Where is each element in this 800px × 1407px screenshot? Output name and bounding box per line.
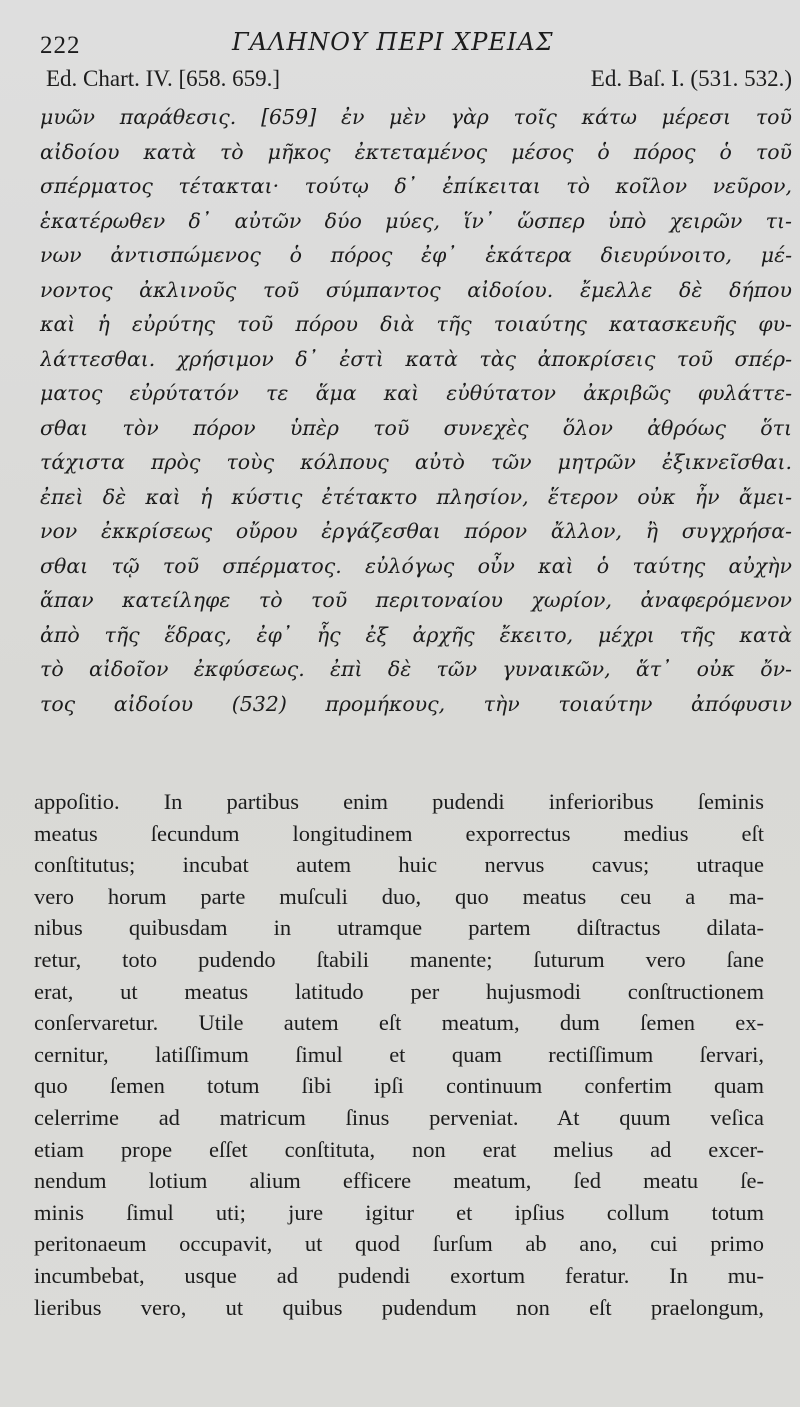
greek-line: τάχιστα πρὸς τοὺς κόλπους αὐτὸ τῶν μητρῶν ἐξικνεῖσθαι. [40, 450, 792, 474]
greek-line: λάττεσθαι. χρήσιμον δ᾽ ἐστὶ κατὰ τὰς ἀποκρίσεις τοῦ σπέρ- [40, 346, 792, 371]
latin-line: vero horum parte muſculi duo, quo meatus ceu a ma- [34, 883, 764, 909]
greek-line: μυῶν παράθεσις. [659] ἐν μὲν γὰρ τοῖς κάτω μέρεσι τοῦ [40, 105, 792, 129]
latin-line: peritonaeum occupavit, ut quod ſurſum ab ano, cui primo [34, 1231, 764, 1257]
latin-line: appoſitio. In partibus enim pudendi inferioribus ſeminis [34, 789, 764, 814]
greek-line: σθαι τῷ τοῦ σπέρματος. εὐλόγως οὖν καὶ ὁ ταύτης αὐχὴν [40, 553, 792, 578]
latin-line: conſtitutus; incubat autem huic nervus cavus; utraque [34, 852, 764, 878]
greek-line: ἀπὸ τῆς ἕδρας, ἐφ᾽ ἧς ἐξ ἀρχῆς ἔκειτο, μέχρι τῆς κατὰ [40, 622, 792, 647]
greek-line: ἑκατέρωθεν δ᾽ αὐτῶν δύο μύες, ἵν᾽ ὥσπερ ὑπὸ χειρῶν τι- [40, 208, 792, 233]
latin-line: quo ſemen totum ſibi ipſi continuum confertim quam [34, 1073, 764, 1099]
latin-line: erat, ut meatus latitudo per hujusmodi conſtructionem [34, 978, 764, 1004]
latin-line: conſervaretur. Utile autem eſt meatum, dum ſemen ex- [34, 1010, 764, 1036]
latin-line: meatus ſecundum longitudinem exporrectus medius eſt [34, 820, 764, 846]
greek-line: καὶ ἡ εὐρύτης τοῦ πόρου διὰ τῆς τοιαύτης κατασκευῆς φυ- [40, 312, 792, 336]
greek-line: ἅπαν κατείληφε τὸ τοῦ περιτοναίου χωρίον, ἀναφερόμενον [40, 588, 792, 612]
greek-line: νων ἀντισπώμενος ὁ πόρος ἐφ᾽ ἑκάτερα διευρύνοιτο, μέ- [40, 243, 792, 267]
latin-line: etiam prope eſſet conſtituta, non erat melius ad excer- [34, 1136, 764, 1162]
greek-line: τὸ αἰδοῖον ἐκφύσεως. ἐπὶ δὲ τῶν γυναικῶν, ἅτ᾽ οὐκ ὄν- [40, 657, 792, 681]
edition-references [46, 66, 792, 96]
latin-line: lieribus vero, ut quibus pudendum non eſt praelongum, [34, 1294, 764, 1320]
latin-line: nibus quibusdam in utramque partem diſtractus dilata- [34, 915, 764, 941]
edition-chartier: Ed. Chart. IV. [658. 659.] [46, 66, 281, 91]
latin-line: cernitur, latiſſimum ſimul et quam rectiſſimum ſervari, [34, 1041, 764, 1067]
running-title: ΓΑΛΗΝΟΥ ΠΕΡΙ ΧΡΕΙΑΣ [232, 28, 554, 56]
edition-basel: Ed. Baſ. I. (531. 532.) [590, 66, 792, 91]
greek-line: ἐπεὶ δὲ καὶ ἡ κύστις ἐτέτακτο πλησίον, ἕτερον οὐκ ἦν ἄμει- [40, 484, 792, 509]
latin-line: incumbebat, usque ad pudendi exortum feratur. In mu- [34, 1262, 764, 1288]
page-number: 222 [40, 32, 81, 59]
page-header [40, 26, 770, 66]
greek-line: αἰδοίου κατὰ τὸ μῆκος ἐκτεταμένος μέσος ὁ πόρος ὁ τοῦ [40, 139, 792, 164]
greek-line: σπέρματος τέτακται· τούτῳ δ᾽ ἐπίκειται τὸ κοῖλον νεῦρον, [40, 174, 792, 198]
latin-line: minis ſimul uti; jure igitur et ipſius collum totum [34, 1199, 764, 1225]
greek-text-block [40, 100, 792, 721]
latin-line: celerrime ad matricum ſinus perveniat. At quum veſica [34, 1104, 764, 1130]
greek-line: ματος εὐρύτατόν τε ἅμα καὶ εὐθύτατον ἀκριβῶς φυλάττε- [40, 381, 792, 405]
greek-line: σθαι τὸν πόρον ὑπὲρ τοῦ συνεχὲς ὅλον ἀθρόως ὅτι [40, 415, 792, 440]
latin-line: nendum lotium alium efficere meatum, ſed meatu ſe- [34, 1168, 764, 1194]
greek-line: νοντος ἀκλινοῦς τοῦ σύμπαντος αἰδοίου. ἔμελλε δὲ δήπου [40, 277, 792, 302]
latin-text-block [34, 786, 764, 1323]
greek-line: τος αἰδοίου (532) προμήκους, τὴν τοιαύτην ἀπόφυσιν [40, 691, 792, 716]
latin-line: retur, toto pudendo ſtabili manente; ſuturum vero ſane [34, 946, 764, 972]
greek-line: νον ἐκκρίσεως οὔρου ἐργάζεσθαι πόρον ἄλλον, ἢ συγχρήσα- [40, 519, 792, 543]
